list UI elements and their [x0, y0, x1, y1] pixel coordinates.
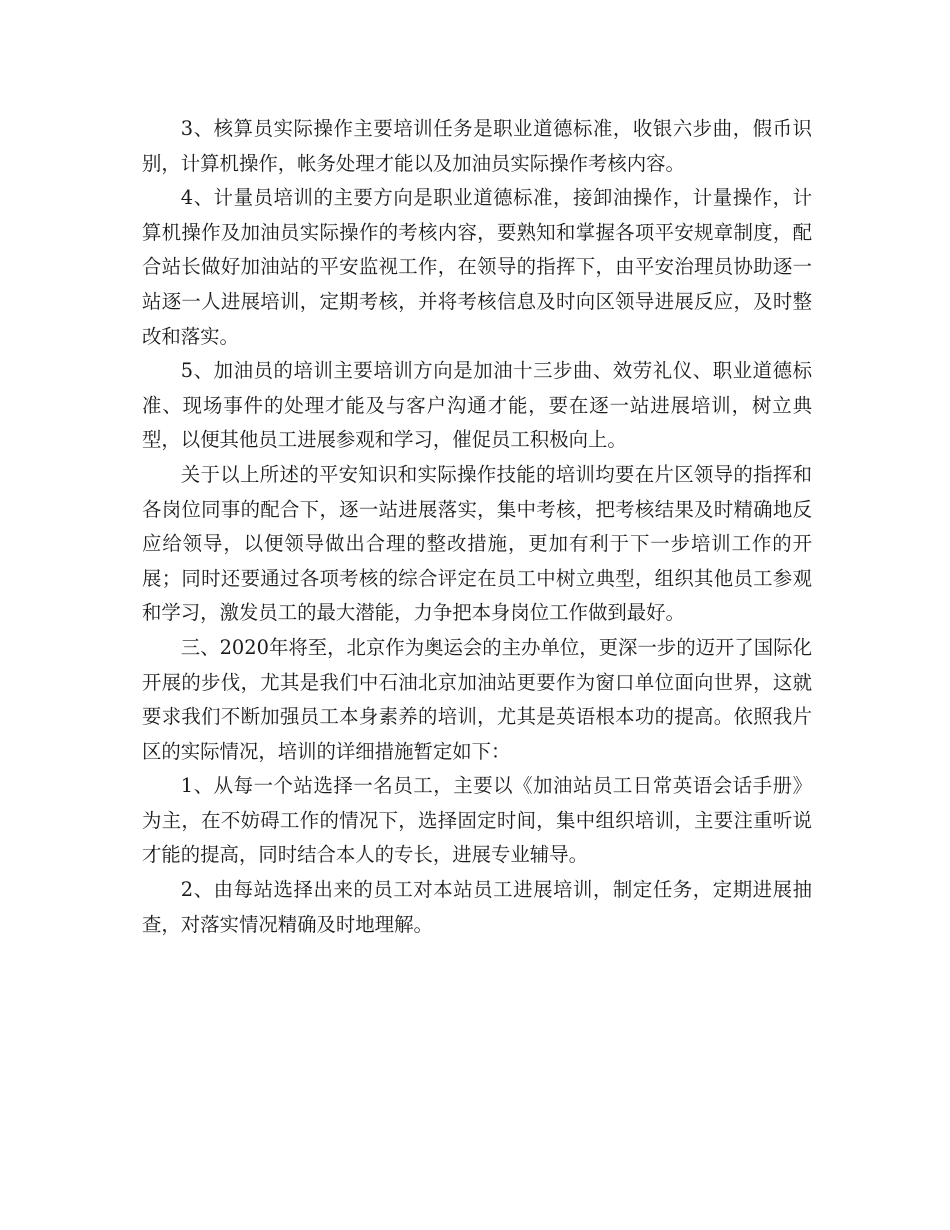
paragraph-measure-2: 2、由每站选择出来的员工对本站员工进展培训，制定任务，定期进展抽查，对落实情况精确及时地理解。: [142, 878, 812, 936]
document-body: [142, 112, 812, 942]
paragraph-olympics-english: 三、2020年将至，北京作为奥运会的主办单位，更深一步的迈开了国际化开展的步伐，尤其是我们中石油北京加油站更要作为窗口单位面向世界，这就要求我们不断加强员工本身素养的培训，尤其是英语根本功的提高。依照我片区的实际情况，培训的详细措施暂定如下：: [142, 635, 812, 763]
paragraph-safety-summary: 关于以上所述的平安知识和实际操作技能的培训均要在片区领导的指挥和各岗位同事的配合下，逐一站进展落实，集中考核，把考核结果及时精确地反应给领导，以便领导做出合理的整改措施，更加有利于下一步培训工作的开展；同时还要通过各项考核的综合评定在员工中树立典型，组织其他员工参观和学习，激发员工的最大潜能，力争把本身岗位工作做到最好。: [142, 462, 812, 625]
paragraph-metering-training: 4、计量员培训的主要方向是职业道德标准，接卸油操作，计量操作，计算机操作及加油员实际操作的考核内容，要熟知和掌握各项平安规章制度，配合站长做好加油站的平安监视工作，在领导的指挥下，由平安治理员协助逐一站逐一人进展培训，定期考核，并将考核信息及时向区领导进展反应，及时整改和落实。: [142, 186, 812, 348]
paragraph-cashier-training: 3、核算员实际操作主要培训任务是职业道德标准，收银六步曲，假币识别，计算机操作，帐务处理才能以及加油员实际操作考核内容。: [142, 117, 812, 175]
paragraph-refueler-training: 5、加油员的培训主要培训方向是加油十三步曲、效劳礼仪、职业道德标准、现场事件的处理才能及与客户沟通才能，要在逐一站进展培训，树立典型，以便其他员工进展参观和学习，催促员工积极向上。: [142, 359, 812, 452]
paragraph-measure-1: 1、从每一个站选择一名员工，主要以《加油站员工日常英语会话手册》为主，在不妨碍工作的情况下，选择固定时间，集中组织培训，主要注重听说才能的提高，同时结合本人的专长，进展专业辅导。: [142, 774, 812, 867]
